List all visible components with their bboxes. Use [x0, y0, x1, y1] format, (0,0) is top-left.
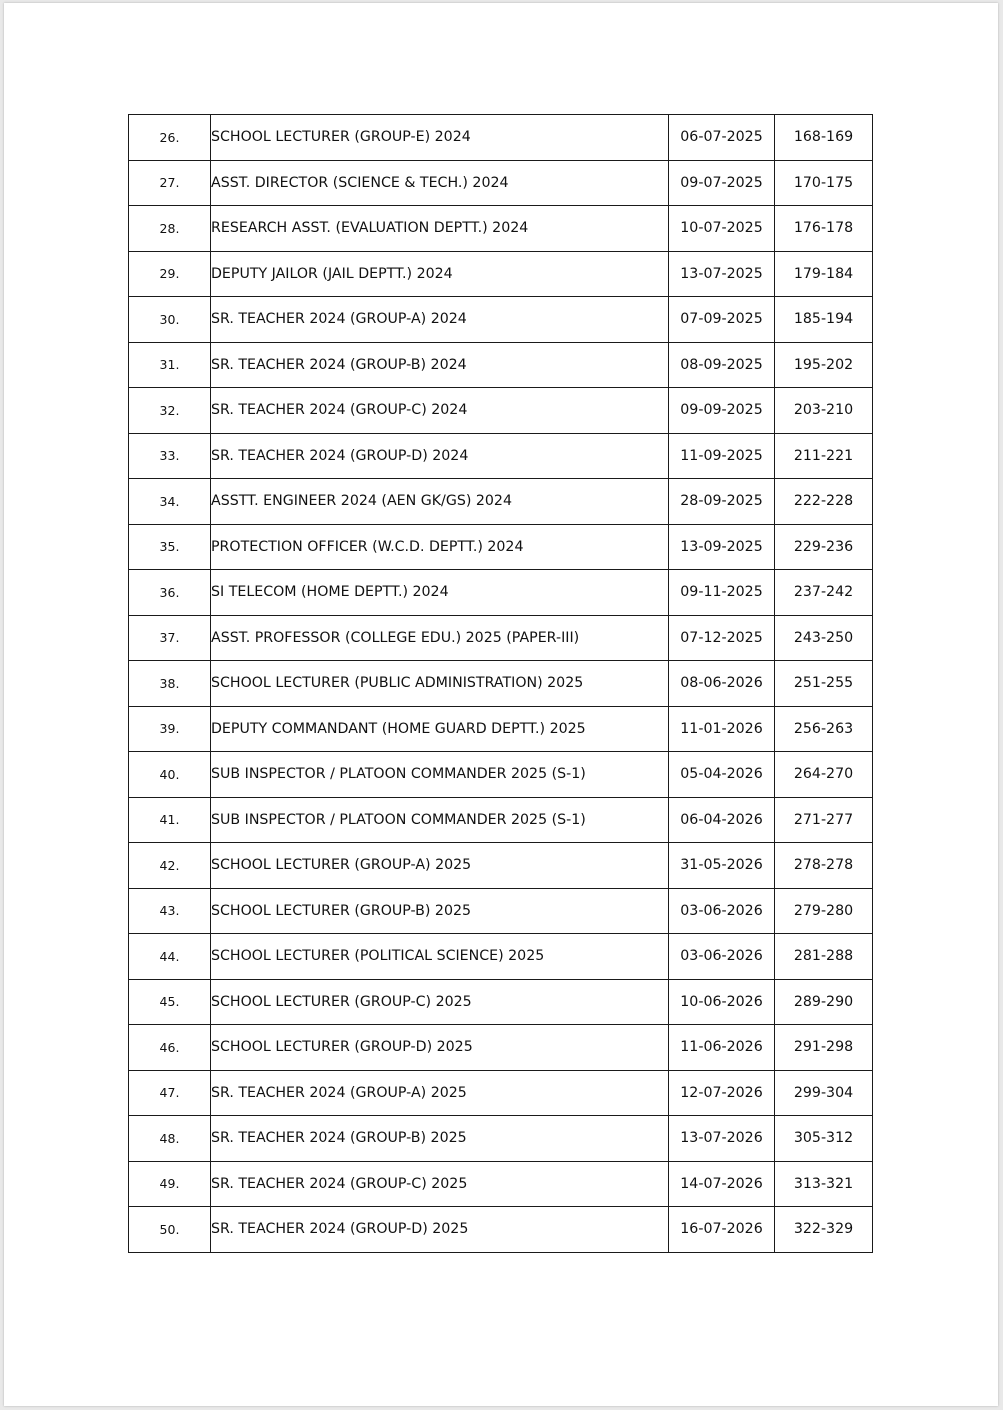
table-row [129, 433, 873, 479]
exam-date-cell: 10-06-2026 [669, 979, 775, 1025]
page-range-cell: 195-202 [775, 342, 873, 388]
page-range-cell: 279-280 [775, 888, 873, 934]
serial-number-cell: 26. [129, 115, 211, 161]
exam-date-cell: 28-09-2025 [669, 479, 775, 525]
page-range-cell: 179-184 [775, 251, 873, 297]
exam-name-cell: SR. TEACHER 2024 (GROUP-D) 2024 [211, 433, 669, 479]
table-row [129, 115, 873, 161]
exam-date-cell: 07-12-2025 [669, 615, 775, 661]
page-range-cell: 313-321 [775, 1161, 873, 1207]
exam-date-cell: 13-09-2025 [669, 524, 775, 570]
exam-name-cell: SR. TEACHER 2024 (GROUP-C) 2025 [211, 1161, 669, 1207]
page-range-cell: 243-250 [775, 615, 873, 661]
exam-name-cell: SCHOOL LECTURER (GROUP-C) 2025 [211, 979, 669, 1025]
exam-date-cell: 03-06-2026 [669, 934, 775, 980]
serial-number-cell: 40. [129, 752, 211, 798]
table-row [129, 206, 873, 252]
exam-date-cell: 11-06-2026 [669, 1025, 775, 1071]
exam-date-cell: 06-07-2025 [669, 115, 775, 161]
exam-date-cell: 10-07-2025 [669, 206, 775, 252]
page-range-cell: 203-210 [775, 388, 873, 434]
exam-name-cell: DEPUTY JAILOR (JAIL DEPTT.) 2024 [211, 251, 669, 297]
table-row [129, 1116, 873, 1162]
page-range-cell: 281-288 [775, 934, 873, 980]
table-row [129, 888, 873, 934]
serial-number-cell: 43. [129, 888, 211, 934]
page-range-cell: 176-178 [775, 206, 873, 252]
exam-name-cell: SR. TEACHER 2024 (GROUP-C) 2024 [211, 388, 669, 434]
exam-name-cell: SUB INSPECTOR / PLATOON COMMANDER 2025 (S-1) [211, 752, 669, 798]
exam-name-cell: SR. TEACHER 2024 (GROUP-A) 2025 [211, 1070, 669, 1116]
table-row [129, 570, 873, 616]
table-row [129, 661, 873, 707]
exam-schedule-table [128, 114, 873, 1253]
page-range-cell: 289-290 [775, 979, 873, 1025]
document-page [4, 3, 998, 1406]
table-row [129, 797, 873, 843]
table-row [129, 251, 873, 297]
table-row [129, 843, 873, 889]
exam-date-cell: 08-06-2026 [669, 661, 775, 707]
serial-number-cell: 35. [129, 524, 211, 570]
serial-number-cell: 32. [129, 388, 211, 434]
exam-date-cell: 07-09-2025 [669, 297, 775, 343]
exam-date-cell: 03-06-2026 [669, 888, 775, 934]
exam-name-cell: SR. TEACHER 2024 (GROUP-A) 2024 [211, 297, 669, 343]
exam-date-cell: 14-07-2026 [669, 1161, 775, 1207]
page-range-cell: 185-194 [775, 297, 873, 343]
exam-name-cell: SR. TEACHER 2024 (GROUP-B) 2025 [211, 1116, 669, 1162]
table-row [129, 615, 873, 661]
serial-number-cell: 37. [129, 615, 211, 661]
table-row [129, 979, 873, 1025]
serial-number-cell: 44. [129, 934, 211, 980]
exam-name-cell: SR. TEACHER 2024 (GROUP-D) 2025 [211, 1207, 669, 1253]
table-row [129, 297, 873, 343]
table-row [129, 160, 873, 206]
page-range-cell: 170-175 [775, 160, 873, 206]
serial-number-cell: 29. [129, 251, 211, 297]
serial-number-cell: 30. [129, 297, 211, 343]
table-row [129, 1025, 873, 1071]
page-range-cell: 305-312 [775, 1116, 873, 1162]
exam-date-cell: 31-05-2026 [669, 843, 775, 889]
exam-name-cell: SCHOOL LECTURER (GROUP-A) 2025 [211, 843, 669, 889]
exam-date-cell: 11-09-2025 [669, 433, 775, 479]
table-row [129, 388, 873, 434]
serial-number-cell: 47. [129, 1070, 211, 1116]
exam-schedule-body [129, 115, 873, 1253]
exam-date-cell: 09-11-2025 [669, 570, 775, 616]
table-row [129, 706, 873, 752]
page-range-cell: 299-304 [775, 1070, 873, 1116]
serial-number-cell: 27. [129, 160, 211, 206]
exam-date-cell: 11-01-2026 [669, 706, 775, 752]
page-range-cell: 222-228 [775, 479, 873, 525]
exam-date-cell: 16-07-2026 [669, 1207, 775, 1253]
page-range-cell: 229-236 [775, 524, 873, 570]
exam-name-cell: SUB INSPECTOR / PLATOON COMMANDER 2025 (S-1) [211, 797, 669, 843]
exam-name-cell: ASST. DIRECTOR (SCIENCE & TECH.) 2024 [211, 160, 669, 206]
page-range-cell: 271-277 [775, 797, 873, 843]
exam-date-cell: 08-09-2025 [669, 342, 775, 388]
exam-name-cell: ASSTT. ENGINEER 2024 (AEN GK/GS) 2024 [211, 479, 669, 525]
page-range-cell: 237-242 [775, 570, 873, 616]
page-range-cell: 278-278 [775, 843, 873, 889]
serial-number-cell: 34. [129, 479, 211, 525]
exam-date-cell: 06-04-2026 [669, 797, 775, 843]
exam-name-cell: SCHOOL LECTURER (GROUP-D) 2025 [211, 1025, 669, 1071]
page-range-cell: 168-169 [775, 115, 873, 161]
exam-name-cell: SCHOOL LECTURER (POLITICAL SCIENCE) 2025 [211, 934, 669, 980]
table-row [129, 1070, 873, 1116]
table-row [129, 479, 873, 525]
exam-name-cell: SI TELECOM (HOME DEPTT.) 2024 [211, 570, 669, 616]
exam-name-cell: RESEARCH ASST. (EVALUATION DEPTT.) 2024 [211, 206, 669, 252]
page-range-cell: 264-270 [775, 752, 873, 798]
serial-number-cell: 45. [129, 979, 211, 1025]
serial-number-cell: 38. [129, 661, 211, 707]
exam-date-cell: 09-09-2025 [669, 388, 775, 434]
page-range-cell: 251-255 [775, 661, 873, 707]
table-row [129, 752, 873, 798]
serial-number-cell: 28. [129, 206, 211, 252]
exam-date-cell: 13-07-2025 [669, 251, 775, 297]
exam-name-cell: PROTECTION OFFICER (W.C.D. DEPTT.) 2024 [211, 524, 669, 570]
page-range-cell: 256-263 [775, 706, 873, 752]
serial-number-cell: 41. [129, 797, 211, 843]
exam-date-cell: 05-04-2026 [669, 752, 775, 798]
serial-number-cell: 48. [129, 1116, 211, 1162]
serial-number-cell: 42. [129, 843, 211, 889]
exam-date-cell: 13-07-2026 [669, 1116, 775, 1162]
page-range-cell: 211-221 [775, 433, 873, 479]
exam-date-cell: 09-07-2025 [669, 160, 775, 206]
exam-name-cell: SCHOOL LECTURER (GROUP-E) 2024 [211, 115, 669, 161]
table-row [129, 1161, 873, 1207]
exam-name-cell: DEPUTY COMMANDANT (HOME GUARD DEPTT.) 2025 [211, 706, 669, 752]
serial-number-cell: 36. [129, 570, 211, 616]
exam-name-cell: SCHOOL LECTURER (PUBLIC ADMINISTRATION) 2025 [211, 661, 669, 707]
serial-number-cell: 46. [129, 1025, 211, 1071]
exam-name-cell: SCHOOL LECTURER (GROUP-B) 2025 [211, 888, 669, 934]
serial-number-cell: 50. [129, 1207, 211, 1253]
exam-name-cell: SR. TEACHER 2024 (GROUP-B) 2024 [211, 342, 669, 388]
table-row [129, 1207, 873, 1253]
table-row [129, 342, 873, 388]
page-range-cell: 322-329 [775, 1207, 873, 1253]
serial-number-cell: 39. [129, 706, 211, 752]
serial-number-cell: 33. [129, 433, 211, 479]
table-row [129, 934, 873, 980]
exam-date-cell: 12-07-2026 [669, 1070, 775, 1116]
serial-number-cell: 49. [129, 1161, 211, 1207]
table-row [129, 524, 873, 570]
exam-name-cell: ASST. PROFESSOR (COLLEGE EDU.) 2025 (PAPER-III) [211, 615, 669, 661]
serial-number-cell: 31. [129, 342, 211, 388]
page-range-cell: 291-298 [775, 1025, 873, 1071]
